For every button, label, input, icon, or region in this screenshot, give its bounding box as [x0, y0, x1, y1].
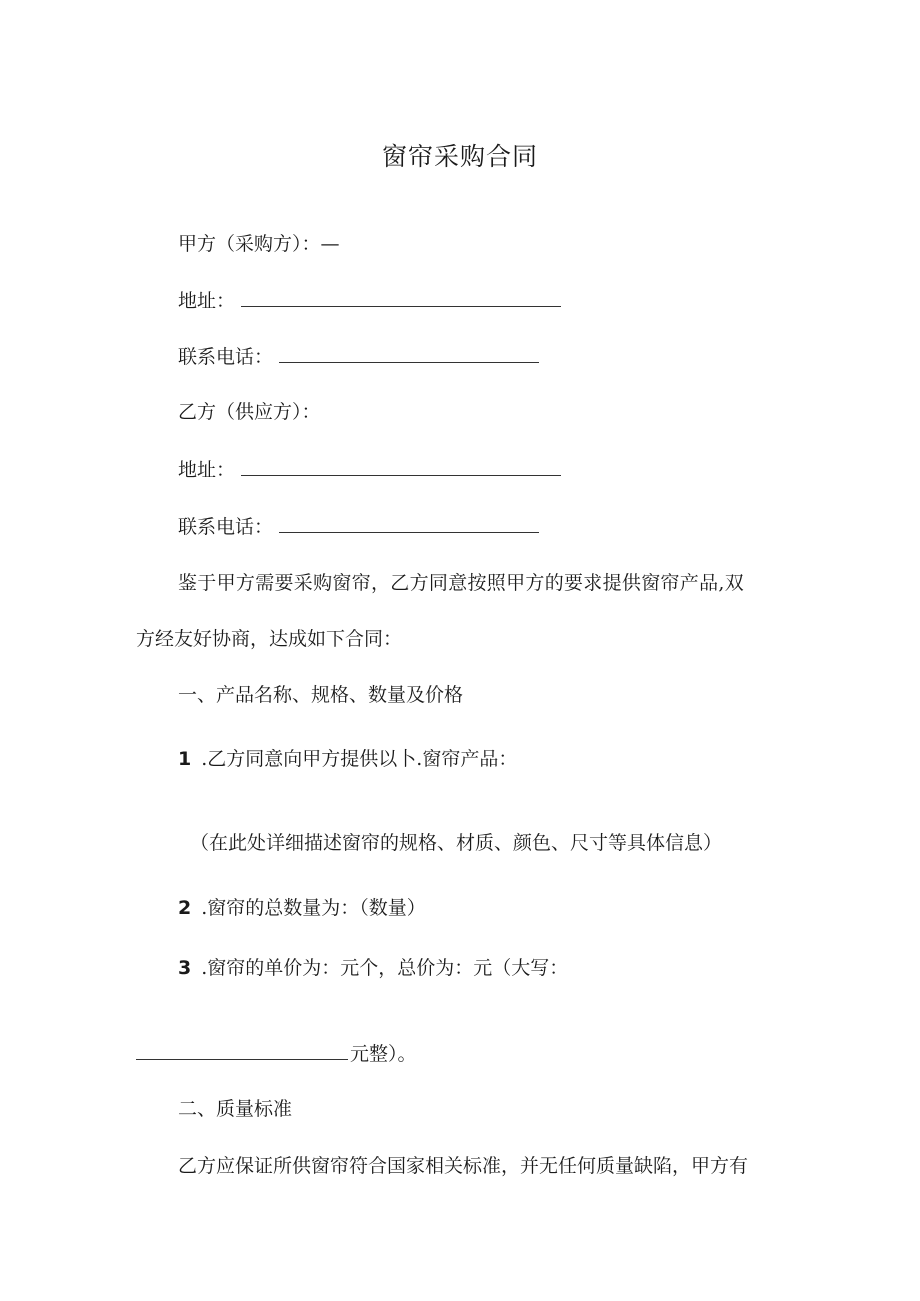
party-b-phone-label: 联系电话： [178, 516, 274, 538]
section-2-text: 乙方应保证所供窗帘符合国家相关标准，并无任何质量缺陷，甲方有 [178, 1155, 749, 1177]
party-b-phone-line [178, 514, 539, 539]
party-a-phone-blank[interactable] [279, 344, 539, 363]
item-3-text: .窗帘的单价为：元个，总价为：元（大写： [201, 957, 569, 979]
item-1-text: .乙方同意向甲方提供以卜.窗帘产品： [201, 748, 518, 770]
preamble-line-1: 鉴于甲方需要采购窗帘，乙方同意按照甲方的要求提供窗帘产品,双 [178, 572, 745, 594]
party-b-label: 乙方（供应方）： [178, 401, 321, 423]
party-b-line [178, 400, 321, 424]
party-a-line [178, 232, 340, 256]
amount-in-words-blank[interactable] [136, 1041, 348, 1060]
party-a-address-line [178, 288, 561, 313]
item-1-number: 1 [178, 748, 192, 770]
party-b-phone-blank[interactable] [279, 514, 539, 533]
party-b-address-blank[interactable] [241, 457, 561, 476]
party-a-address-blank[interactable] [241, 288, 561, 307]
party-b-address-label: 地址： [178, 459, 236, 481]
party-a-label: 甲方（采购方）：— [178, 233, 340, 255]
product-detail-placeholder: （在此处详细描述窗帘的规格、材质、颜色、尺寸等具体信息） [190, 832, 723, 854]
party-b-address-line [178, 457, 561, 482]
item-1 [178, 747, 517, 771]
amount-suffix: 元整）。 [350, 1043, 417, 1065]
item-2 [178, 896, 426, 920]
section-2-heading: 二、质量标准 [178, 1098, 293, 1120]
item-3-number: 3 [178, 957, 192, 979]
section-1-heading: 一、产品名称、规格、数量及价格 [178, 684, 464, 706]
document-title: 窗帘采购合同 [381, 142, 538, 171]
item-2-number: 2 [178, 897, 192, 919]
item-2-text: .窗帘的总数量为：（数量） [201, 897, 426, 919]
item-3 [178, 956, 568, 980]
amount-in-words-line [136, 1041, 417, 1066]
party-a-address-label: 地址： [178, 290, 236, 312]
party-a-phone-label: 联系电话： [178, 346, 274, 368]
preamble-line-2: 方经友好协商，达成如下合同： [136, 628, 403, 650]
party-a-phone-line [178, 344, 539, 369]
